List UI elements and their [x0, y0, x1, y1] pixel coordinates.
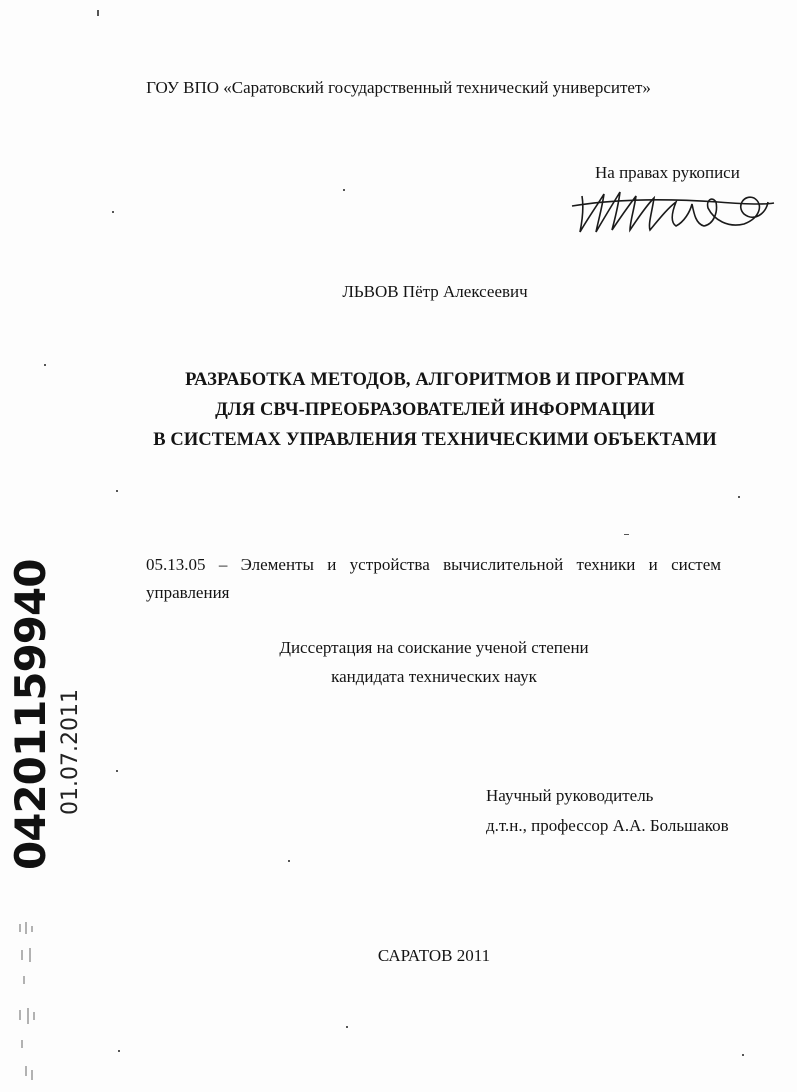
dust-speck	[112, 211, 114, 213]
scan-artifacts	[8, 920, 58, 1090]
dust-speck	[742, 1054, 744, 1056]
dust-speck	[116, 770, 118, 772]
degree-line-2: кандидата технических наук	[331, 667, 537, 686]
dust-speck	[118, 1050, 120, 1052]
author-name: ЛЬВОВ Пётр Алексеевич	[342, 282, 528, 301]
dust-speck	[97, 10, 99, 16]
manuscript-note: На правах рукописи	[595, 163, 740, 182]
library-stamp	[6, 559, 90, 870]
dust-speck	[738, 496, 740, 498]
stamp-date: 01.07.2011	[58, 689, 83, 815]
dissertation-title-line-1: РАЗРАБОТКА МЕТОДОВ, АЛГОРИТМОВ И ПРОГРАММ	[185, 370, 685, 390]
supervisor-label: Научный руководитель	[486, 786, 654, 805]
institution-name: ГОУ ВПО «Саратовский государственный технический университет»	[146, 78, 651, 97]
stamp-number: 04201159940	[6, 559, 55, 870]
dissertation-title-line-3: В СИСТЕМАХ УПРАВЛЕНИЯ ТЕХНИЧЕСКИМИ ОБЪЕКТАМИ	[153, 430, 717, 450]
supervisor-name: д.т.н., профессор А.А. Большаков	[486, 816, 729, 835]
specialty-code: 05.13.05 – Элементы и устройства вычислительной техники и систем управления	[146, 555, 721, 602]
dust-speck	[624, 534, 629, 535]
dust-speck	[116, 490, 118, 492]
dust-speck	[346, 1026, 348, 1028]
dust-speck	[343, 189, 345, 191]
dust-speck	[288, 860, 290, 862]
city-year: САРАТОВ 2011	[377, 946, 491, 965]
degree-line-1: Диссертация на соискание ученой степени	[279, 638, 589, 657]
dissertation-title-line-2: ДЛЯ СВЧ-ПРЕОБРАЗОВАТЕЛЕЙ ИНФОРМАЦИИ	[215, 400, 655, 420]
handwritten-signature	[568, 178, 778, 238]
dust-speck	[44, 364, 46, 366]
